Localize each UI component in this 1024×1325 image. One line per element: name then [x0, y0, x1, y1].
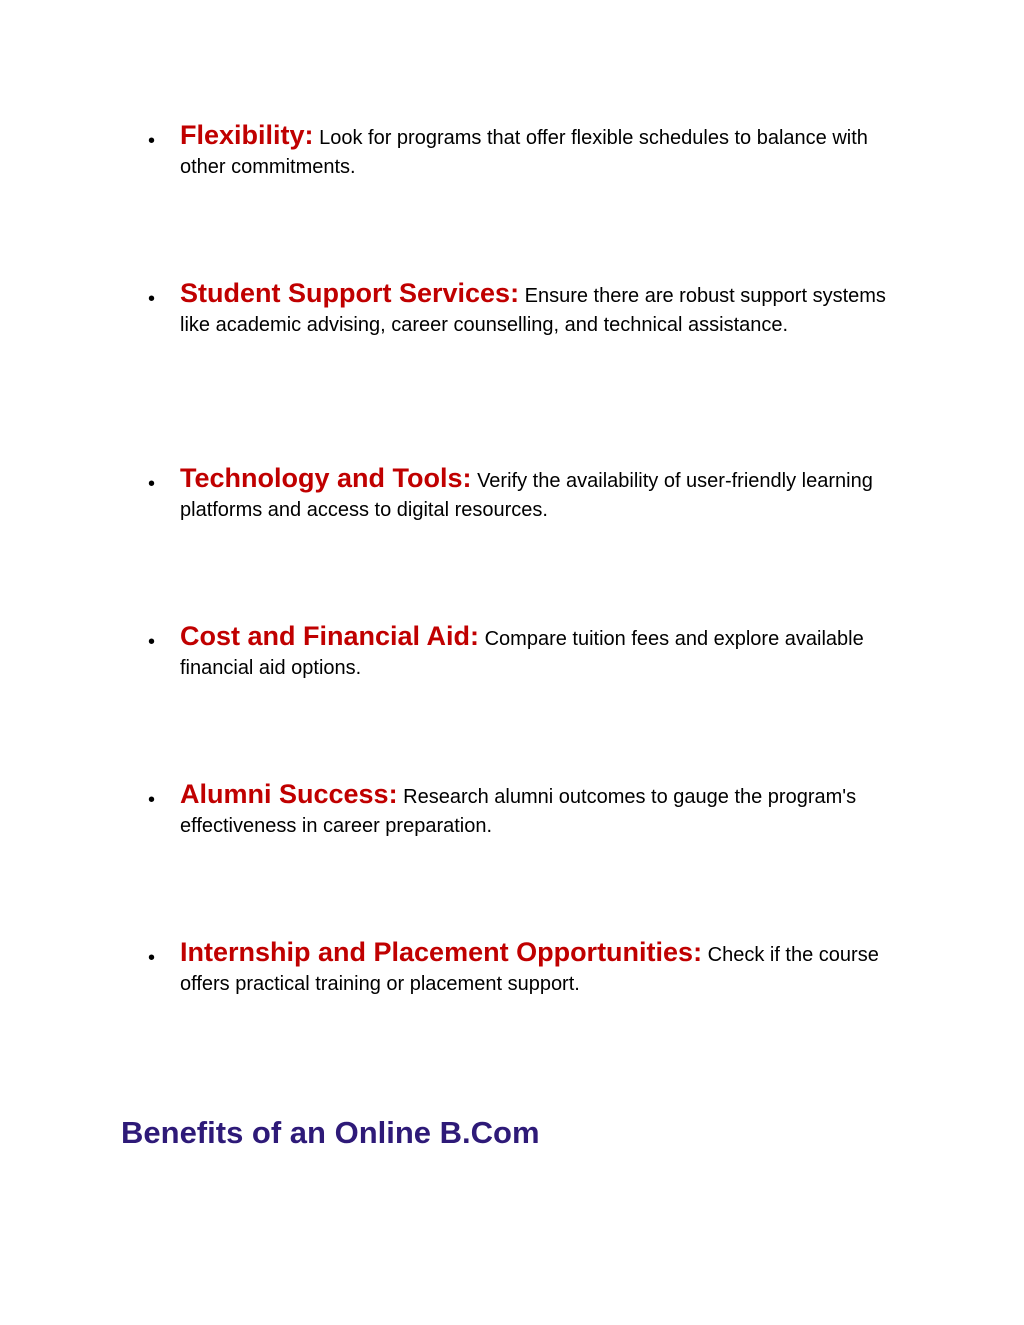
section-heading: Benefits of an Online B.Com [121, 1115, 540, 1150]
list-item-text [180, 279, 910, 340]
list-item-description: Compare tuition fees and explore available financial aid options. [180, 628, 864, 679]
list-item-lead: Student Support Services: [180, 278, 520, 308]
bullet-icon: • [148, 473, 156, 495]
list-item-description: Research alumni outcomes to gauge the program's effectiveness in career preparation. [180, 786, 857, 837]
list-item-description: Check if the course offers practical training or placement support. [180, 944, 879, 995]
list-item-description: Ensure there are robust support systems like academic advising, career counselling, and technical assistance. [180, 285, 886, 336]
list-item [148, 779, 910, 841]
bullet-icon: • [148, 288, 156, 310]
list-item [148, 463, 910, 525]
list-item [148, 278, 910, 340]
bullet-icon: • [148, 631, 156, 653]
list-item-lead: Internship and Placement Opportunities: [180, 937, 703, 967]
list-item-description: Look for programs that offer flexible schedules to balance with other commitments. [180, 127, 868, 178]
bullet-icon: • [148, 130, 156, 152]
list-item-text [180, 464, 910, 525]
list-item-text [180, 622, 910, 683]
list-item-text [180, 938, 910, 999]
bullet-icon: • [148, 947, 156, 969]
list-item [148, 937, 910, 999]
list-item [148, 621, 910, 683]
list-item-text [180, 121, 910, 182]
bullet-icon: • [148, 789, 156, 811]
list-item-lead: Alumni Success: [180, 779, 398, 809]
list-item-lead: Flexibility: [180, 120, 314, 150]
list-item-lead: Cost and Financial Aid: [180, 621, 480, 651]
list-item-text [180, 780, 910, 841]
list-item [148, 120, 910, 182]
list-item-lead: Technology and Tools: [180, 463, 472, 493]
list-item-description: Verify the availability of user-friendly learning platforms and access to digital resources. [180, 470, 873, 521]
